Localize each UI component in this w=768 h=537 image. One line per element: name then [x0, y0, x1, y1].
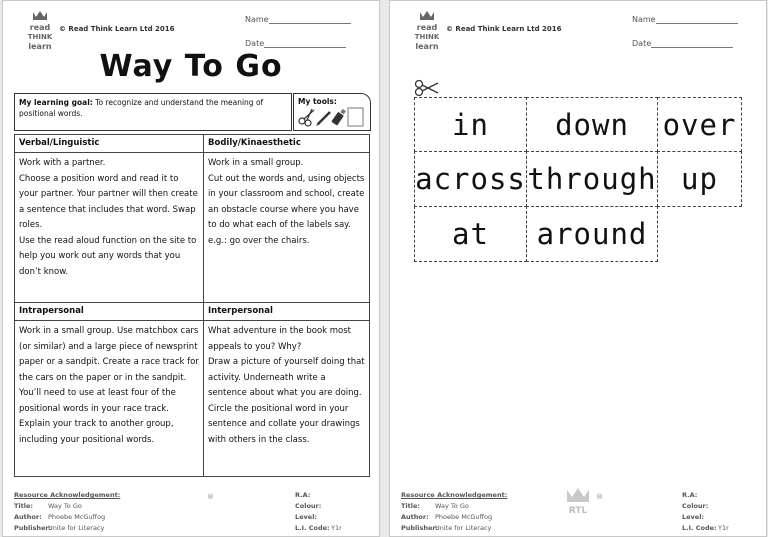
svg-text:read: read [416, 23, 438, 32]
learning-goal-label: My learning goal: [19, 98, 93, 107]
pencil-icon [316, 112, 330, 126]
copyright-text: © Read Think Learn Ltd 2016 [446, 25, 562, 33]
svg-text:learn: learn [415, 42, 439, 51]
verbal-linguistic-heading: Verbal/Linguistic [15, 135, 204, 153]
word-card[interactable]: through [526, 151, 658, 207]
crown-icon [564, 487, 592, 503]
scissors-icon [299, 109, 314, 126]
svg-text:THINK: THINK [414, 33, 440, 41]
word-card[interactable]: around [526, 206, 658, 262]
date-field[interactable]: Date [245, 39, 346, 48]
read-think-learn-logo [25, 9, 55, 53]
name-field[interactable]: Name [632, 15, 738, 24]
bodily-kinaesthetic-text: Work in a small group. Cut out the words and, using objects in your classroom and school, create an obstacle course where you have to do what each of the labels say. e.g.: go over the chairs. [204, 153, 370, 303]
intrapersonal-text: Work in a small group. Use matchbox cars (or similar) and a large piece of newsprint paper or a sandpit. Create a race track for the cars on the paper or in the sandpit. You’ll need to use at least four of the positional words in your race track. Explain your track to another group, including your positional words. [15, 321, 204, 477]
learning-goal-box [14, 93, 292, 131]
interpersonal-heading: Interpersonal [204, 303, 370, 321]
svg-text:THINK: THINK [27, 33, 53, 41]
rtl-watermark: RTL [564, 487, 592, 523]
bodily-kinaesthetic-heading: Bodily/Kinaesthetic [204, 135, 370, 153]
date-field[interactable]: Date [632, 39, 733, 48]
registered-mark: ® [207, 493, 214, 501]
word-card[interactable]: at [414, 206, 527, 262]
svg-text:read: read [29, 23, 51, 32]
resource-codes: R.A: Colour: Level: L.I. Code:Y1r [295, 491, 342, 532]
resource-codes: R.A: Colour: Level: L.I. Code:Y1r [682, 491, 729, 532]
registered-mark: ® [596, 493, 603, 501]
worksheet-page-2 [389, 0, 767, 537]
svg-text:learn: learn [28, 42, 52, 51]
activities-grid [14, 134, 370, 477]
worksheet-page-1 [2, 0, 380, 537]
verbal-linguistic-text: Work with a partner. Choose a position word and read it to your partner. Your partner will then create a sentence that includes that word. Swap roles. Use the read aloud function on the site to help you work out any words that you don’t know. [15, 153, 204, 303]
tools-label: My tools: [298, 97, 337, 106]
word-card[interactable]: down [526, 97, 658, 152]
resource-acknowledgement: Resource Acknowledgement: Title: Way To Go Author: Phoebe McGuffog Publisher:Unite for Literacy [401, 491, 508, 532]
intrapersonal-heading: Intrapersonal [15, 303, 204, 321]
tools-box [293, 93, 371, 131]
word-card[interactable]: over [657, 97, 742, 152]
name-field[interactable]: Name [245, 15, 351, 24]
read-think-learn-logo [412, 9, 442, 53]
interpersonal-text: What adventure in the book most appeals to you? Why? Draw a picture of yourself doing that activity. Underneath write a sentence about what you are doing. Circle the positional word in your sentence and collate your drawings with others in the class. [204, 321, 370, 477]
word-cards-grid [414, 97, 742, 263]
word-card[interactable]: across [414, 151, 527, 207]
word-card[interactable]: up [657, 151, 742, 207]
worksheet-title: Way To Go [99, 49, 283, 84]
resource-acknowledgement: Resource Acknowledgement: Title: Way To Go Author: Phoebe McGuffog Publisher:Unite for Literacy [14, 491, 121, 532]
glue-icon [331, 109, 346, 126]
learning-goal-text: To recognize and understand the meaning of positional words. [19, 98, 264, 118]
paper-icon [348, 108, 363, 126]
word-card[interactable]: in [414, 97, 527, 152]
copyright-text: © Read Think Learn Ltd 2016 [59, 25, 175, 33]
